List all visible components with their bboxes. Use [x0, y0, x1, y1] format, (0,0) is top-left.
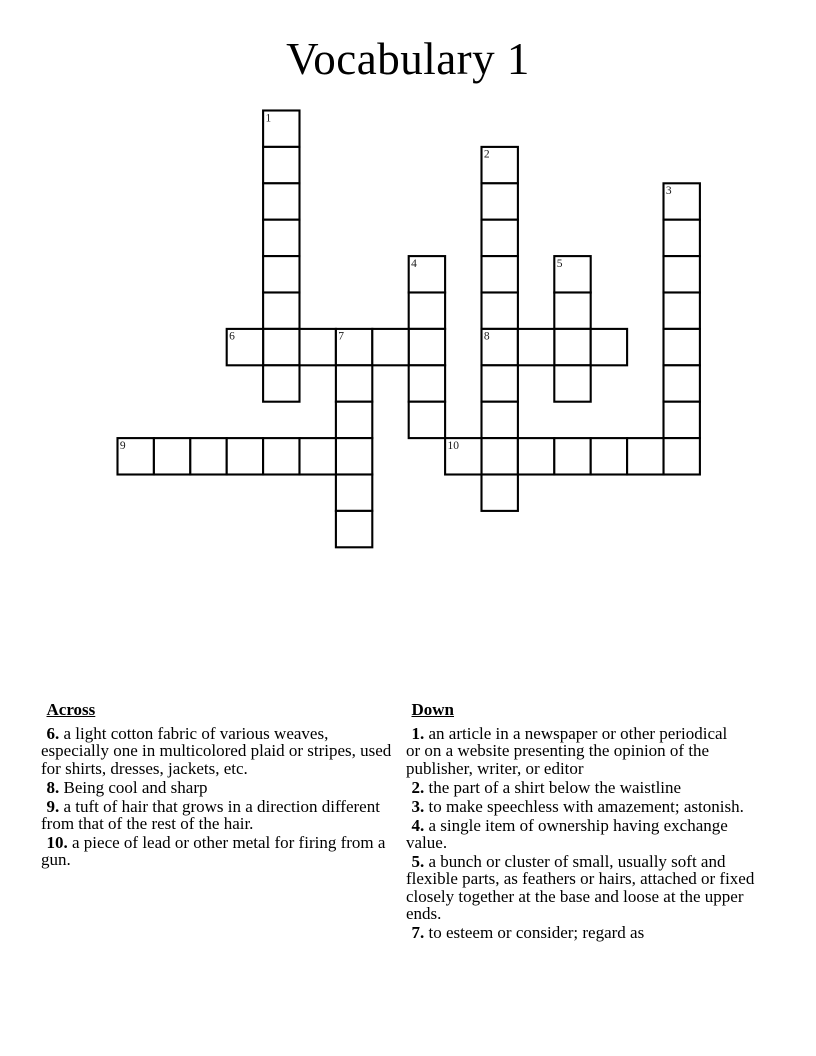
grid-cell-number: 8: [483, 330, 490, 343]
clue-text-line: [406, 798, 786, 815]
grid-cell: [409, 329, 445, 365]
down-clue-7: [406, 924, 786, 941]
grid-cell: [336, 365, 372, 401]
across-clue-6: [41, 725, 407, 777]
clue-number: 8.: [46, 777, 60, 797]
clue-first-line: a light cotton fabric of various weaves,: [63, 724, 329, 743]
grid-cell: [336, 511, 372, 547]
grid-cell: [336, 475, 372, 511]
clue-text-line: [41, 834, 407, 851]
grid-cell-number: 5: [556, 257, 563, 270]
grid-cell: [300, 438, 336, 474]
clue-text-line: gun.: [41, 850, 71, 870]
across-clue-9: [41, 798, 407, 833]
grid-cell: [300, 329, 336, 365]
grid-cell: [627, 438, 663, 474]
grid-cell: [227, 438, 263, 474]
clue-first-line: to esteem or consider; regard as: [428, 922, 645, 942]
grid-cell: [482, 438, 518, 474]
clue-number: 3.: [411, 796, 425, 816]
grid-cell: [372, 329, 408, 365]
across-heading: Across: [46, 700, 96, 719]
down-heading: Down: [411, 700, 455, 719]
grid-cell: [482, 183, 518, 219]
grid-cell: [664, 293, 700, 329]
across-clues-section: [41, 701, 407, 870]
clue-first-line: a single item of ownership having exchange: [428, 815, 728, 835]
down-clue-2: [406, 779, 786, 796]
down-clue-3: [406, 798, 786, 815]
grid-cell: [263, 256, 299, 292]
down-clue-4: [406, 817, 786, 852]
grid-cell: [482, 475, 518, 511]
grid-cell: [263, 220, 299, 256]
grid-cell: [518, 438, 554, 474]
clue-text-line: [41, 779, 407, 796]
grid-cell-number: 9: [119, 439, 126, 452]
grid-cell: [336, 438, 372, 474]
grid-cell: [336, 402, 372, 438]
grid-cell: [554, 293, 590, 329]
grid-cell: [664, 402, 700, 438]
grid-cell-number: 1: [265, 112, 272, 125]
clue-first-line: the part of a shirt below the waistline: [428, 777, 682, 797]
grid-cell: [664, 329, 700, 365]
grid-cell: [263, 438, 299, 474]
grid-cell-number: 4: [411, 257, 417, 270]
clue-text-line: [406, 779, 786, 796]
grid-cell-number: 7: [338, 330, 345, 343]
grid-cell: [482, 256, 518, 292]
clue-text-line: from that of the rest of the hair.: [41, 814, 254, 834]
clue-number: 5.: [411, 851, 425, 871]
clue-number: 9.: [46, 796, 60, 816]
grid-cell: [554, 329, 590, 365]
grid-cell: [263, 183, 299, 219]
grid-cell: [263, 329, 299, 365]
grid-cell: [482, 402, 518, 438]
grid-cell: [263, 293, 299, 329]
clue-text-line: ends.: [406, 904, 442, 924]
across-clue-10: [41, 834, 407, 869]
clue-text-line: flexible parts, as feathers or hairs, attached or fixed: [406, 869, 755, 889]
clue-text-line: [406, 924, 786, 941]
clue-text-line: [41, 725, 407, 742]
grid-cell: [190, 438, 226, 474]
grid-cell: [554, 365, 590, 401]
grid-cell-number: 10: [447, 439, 459, 452]
grid-cell: [664, 365, 700, 401]
clue-text-line: or on a website presenting the opinion of the: [406, 741, 710, 761]
clue-first-line: a piece of lead or other metal for firing from a: [72, 832, 386, 852]
grid-cell-number: 6: [229, 330, 235, 343]
clue-text-line: closely together at the base and loose at the upper: [406, 886, 744, 906]
clue-text-line: [41, 798, 407, 815]
clue-number: 6.: [46, 724, 60, 743]
grid-cell: [664, 438, 700, 474]
grid-cell: [263, 365, 299, 401]
down-clue-list: [406, 725, 786, 941]
grid-cell: [591, 329, 627, 365]
grid-cell: [518, 329, 554, 365]
grid-cell: [482, 220, 518, 256]
grid-cell: [664, 220, 700, 256]
grid-cell: [263, 147, 299, 183]
grid-cell-number: 2: [483, 148, 490, 161]
clue-first-line: Being cool and sharp: [63, 777, 208, 797]
clue-text-line: value.: [406, 832, 448, 852]
clue-first-line: a bunch or cluster of small, usually soft and: [428, 851, 726, 871]
clue-text-line: [406, 725, 786, 742]
grid-cell: [409, 402, 445, 438]
clue-number: 2.: [411, 777, 425, 797]
grid-cell-number: 3: [665, 185, 672, 198]
grid-cell: [664, 256, 700, 292]
grid-cell: [591, 438, 627, 474]
clue-number: 10.: [46, 832, 68, 852]
clue-first-line: a tuft of hair that grows in a direction different: [63, 796, 380, 816]
clue-text-line: [406, 853, 786, 870]
clue-number: 1.: [411, 724, 425, 743]
grid-cell: [482, 365, 518, 401]
grid-cell: [554, 438, 590, 474]
clue-first-line: an article in a newspaper or other periodical: [428, 724, 728, 743]
grid-cell: [409, 293, 445, 329]
clue-text-line: [406, 817, 786, 834]
puzzle-title: Vocabulary 1: [286, 34, 530, 84]
grid-cell: [482, 293, 518, 329]
clue-text-line: publisher, writer, or editor: [406, 758, 584, 778]
grid-cell: [409, 365, 445, 401]
grid-cell: [154, 438, 190, 474]
across-clue-list: [41, 725, 407, 869]
clue-first-line: to make speechless with amazement; astonish.: [428, 796, 744, 816]
clue-number: 4.: [411, 815, 425, 835]
down-clue-5: [406, 853, 786, 923]
down-clues-section: [406, 701, 786, 943]
clue-text-line: especially one in multicolored plaid or stripes, used: [41, 741, 392, 761]
clue-number: 7.: [411, 922, 425, 942]
clue-text-line: for shirts, dresses, jackets, etc.: [41, 758, 248, 778]
down-clue-1: [406, 725, 786, 777]
across-clue-8: [41, 779, 407, 796]
